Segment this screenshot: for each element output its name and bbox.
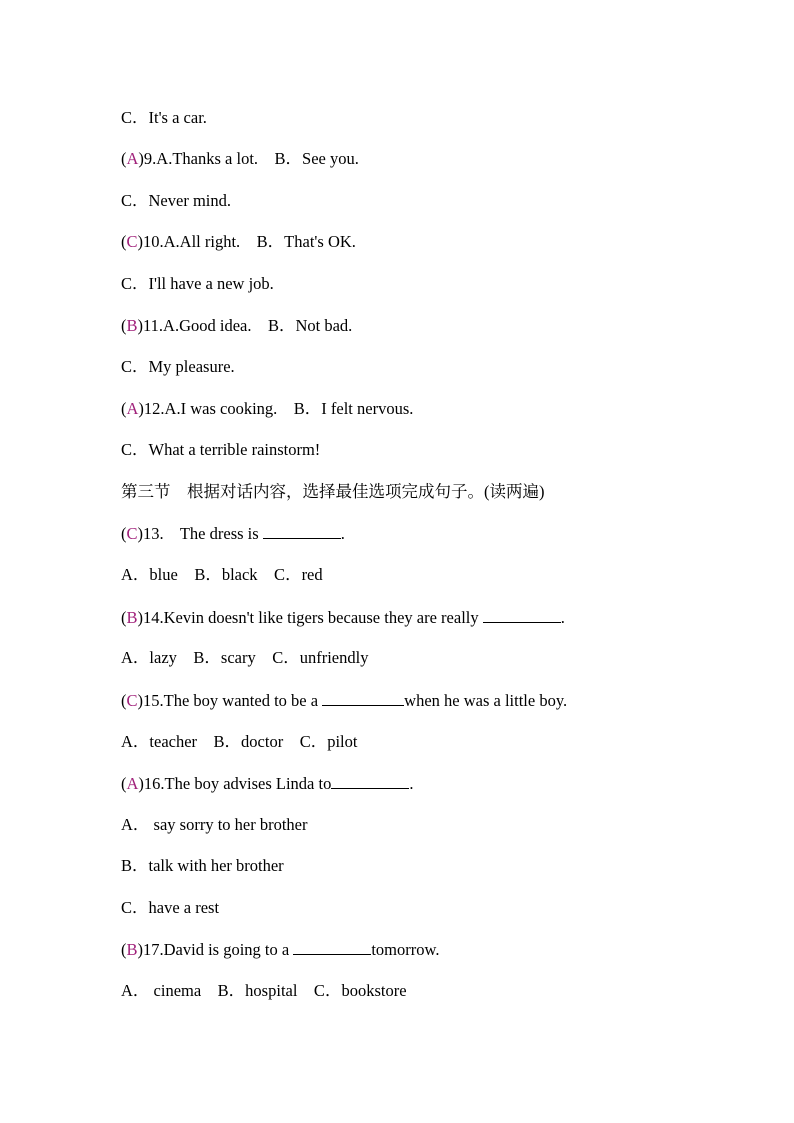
- question-9: (A)9.A.Thanks a lot. B．See you.: [121, 149, 359, 168]
- question-11: (B)11.A.Good idea. B．Not bad.: [121, 316, 353, 335]
- answer-key: A: [126, 149, 139, 168]
- option-line: C．What a terrible rainstorm!: [121, 440, 321, 459]
- answer-blank: [263, 523, 341, 539]
- question-13: (C)13. The dress is .: [121, 524, 345, 543]
- option-line: A．blue B．black C．red: [121, 565, 323, 584]
- question-text: 9.A.Thanks a lot. B．See you.: [143, 149, 359, 168]
- answer-key: B: [126, 940, 138, 959]
- question-text: 16.The boy advises Linda to: [143, 774, 332, 793]
- question-10: (C)10.A.All right. B．That's OK.: [121, 232, 356, 251]
- option-line: B．talk with her brother: [121, 856, 284, 875]
- answer-blank: [483, 607, 561, 623]
- answer-key: B: [126, 608, 138, 627]
- question-12: (A)12.A.I was cooking. B．I felt nervous.: [121, 399, 414, 418]
- option-line: A． say sorry to her brother: [121, 815, 308, 834]
- question-text: 13. The dress is: [143, 524, 263, 543]
- option-line: C．I'll have a new job.: [121, 274, 274, 293]
- question-15: (C)15.The boy wanted to be a when he was a little boy.: [121, 691, 568, 710]
- answer-key: C: [126, 232, 138, 251]
- question-text-end: .: [409, 774, 414, 793]
- option-line: C．My pleasure.: [121, 357, 235, 376]
- answer-blank: [322, 690, 404, 706]
- question-text: 12.A.I was cooking. B．I felt nervous.: [143, 399, 414, 418]
- answer-key: B: [126, 316, 138, 335]
- question-text-end: .: [340, 524, 345, 543]
- question-text: 11.A.Good idea. B．Not bad.: [143, 316, 353, 335]
- option-line: A．lazy B．scary C．unfriendly: [121, 648, 369, 667]
- question-text-end: tomorrow.: [371, 940, 440, 959]
- question-text: 10.A.All right. B．That's OK.: [143, 232, 356, 251]
- answer-key: A: [126, 774, 139, 793]
- option-line: C．It's a car.: [121, 108, 207, 127]
- answer-key: A: [126, 399, 139, 418]
- option-line: A．teacher B．doctor C．pilot: [121, 732, 358, 751]
- question-text: 15.The boy wanted to be a: [143, 691, 323, 710]
- question-text-end: .: [560, 608, 565, 627]
- question-16: (A)16.The boy advises Linda to .: [121, 774, 414, 793]
- question-text-end: when he was a little boy.: [404, 691, 568, 710]
- answer-blank: [293, 939, 371, 955]
- question-14: (B)14.Kevin doesn't like tigers because they are really .: [121, 608, 565, 627]
- answer-blank: [331, 773, 409, 789]
- option-line: A． cinema B．hospital C．bookstore: [121, 981, 407, 1000]
- answer-key: C: [126, 524, 138, 543]
- section-heading: 第三节 根据对话内容，选择最佳选项完成句子。(读两遍): [121, 482, 545, 501]
- question-text: 17.David is going to a: [143, 940, 294, 959]
- option-line: C．Never mind.: [121, 191, 231, 210]
- question-17: (B)17.David is going to a tomorrow.: [121, 940, 440, 959]
- question-text: 14.Kevin doesn't like tigers because they are really: [143, 608, 483, 627]
- option-line: C．have a rest: [121, 898, 220, 917]
- answer-key: C: [126, 691, 138, 710]
